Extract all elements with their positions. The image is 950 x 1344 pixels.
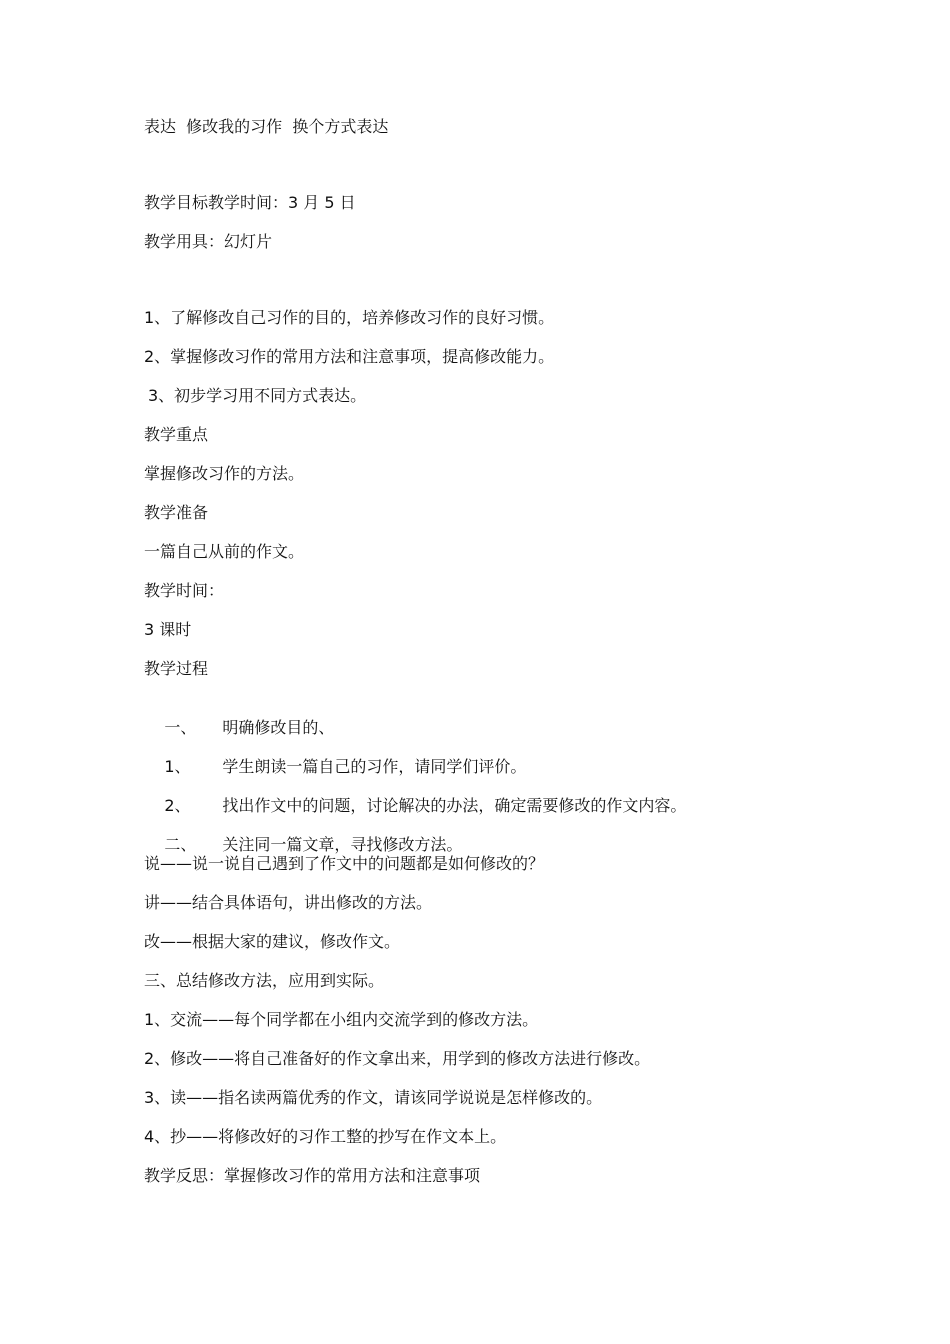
step-line: 1、交流——每个同学都在小组内交流学到的修改方法。 xyxy=(144,1010,539,1029)
process-item-text: 找出作文中的问题，讨论解决的办法，确定需要修改的作文内容。 xyxy=(222,796,687,815)
key-point: 掌握修改习作的方法。 xyxy=(144,464,305,483)
process-item-text: 关注同一篇文章，寻找修改方法。 xyxy=(222,835,463,854)
process-item-text: 明确修改目的、 xyxy=(222,718,335,737)
step-line: 3、读——指名读两篇优秀的作文，请该同学说说是怎样修改的。 xyxy=(144,1088,603,1107)
process-item-number: 2、 xyxy=(164,796,191,815)
step-line: 说——说一说自己遇到了作文中的问题都是如何修改的？ xyxy=(144,854,545,873)
objective-2: 2、掌握修改习作的常用方法和注意事项，提高修改能力。 xyxy=(144,347,555,366)
process-item-number: 1、 xyxy=(164,757,191,776)
step-line: 改——根据大家的建议，修改作文。 xyxy=(144,932,401,951)
objective-1: 1、了解修改自己习作的目的，培养修改习作的良好习惯。 xyxy=(144,308,555,327)
time-heading: 教学时间： xyxy=(144,581,225,600)
step-line: 4、抄——将修改好的习作工整的抄写在作文本上。 xyxy=(144,1127,507,1146)
preparation-heading: 教学准备 xyxy=(144,503,209,522)
process-heading: 教学过程 xyxy=(144,659,209,678)
step-line: 讲——结合具体语句，讲出修改的方法。 xyxy=(144,893,433,912)
document-title: 表达 修改我的习作 换个方式表达 xyxy=(144,117,389,136)
process-item-text: 学生朗读一篇自己的习作，请同学们评价。 xyxy=(222,757,527,776)
objective-3: 3、初步学习用不同方式表达。 xyxy=(148,386,367,405)
step-line: 2、修改——将自己准备好的作文拿出来，用学到的修改方法进行修改。 xyxy=(144,1049,651,1068)
preparation: 一篇自己从前的作文。 xyxy=(144,542,305,561)
key-point-heading: 教学重点 xyxy=(144,425,209,444)
process-item-number: 二、 xyxy=(164,835,197,854)
time-value: 3 课时 xyxy=(144,620,192,639)
step-line: 三、总结修改方法，应用到实际。 xyxy=(144,971,385,990)
tools-line: 教学用具：幻灯片 xyxy=(144,232,273,251)
goal-time-line: 教学目标教学时间：3 月 5 日 xyxy=(144,193,356,212)
reflection-line: 教学反思：掌握修改习作的常用方法和注意事项 xyxy=(144,1166,481,1185)
process-item-number: 一、 xyxy=(164,718,197,737)
